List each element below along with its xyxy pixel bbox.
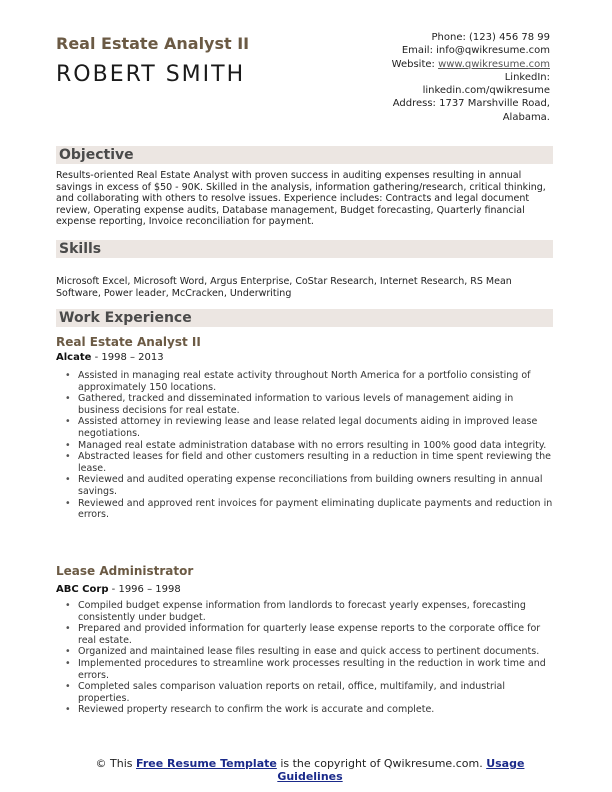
website — [300, 58, 550, 71]
skills-heading-bar — [56, 240, 553, 258]
job-title: Lease Administrator — [56, 564, 194, 578]
list-item: • Organized and maintained lease files resulting in ease and quick access to pertinent documents. — [56, 646, 556, 658]
usage-guidelines-link[interactable]: Usage Guidelines — [277, 757, 525, 783]
website-link[interactable]: www.qwikresume.com — [438, 58, 550, 70]
linkedin-label: LinkedIn: — [504, 71, 550, 83]
company-name: Alcate — [56, 352, 92, 363]
list-item: • Prepared and provided information for quarterly lease expense reports to the corporate office for real estate. — [56, 623, 556, 646]
email: Email: info@qwikresume.com — [401, 45, 550, 57]
website-label: Website: — [391, 58, 435, 70]
objective-heading-bar — [56, 146, 553, 164]
list-item: • Gathered, tracked and disseminated information to various levels of management aiding in business decisions for real estate. — [56, 393, 556, 416]
footer — [80, 757, 540, 783]
list-item: • Compiled budget expense information from landlords to forecast yearly expenses, forecasting consistently under budget. — [56, 600, 556, 623]
job-title: Real Estate Analyst II — [56, 335, 201, 349]
footer-middle: is the copyright of Qwikresume.com. — [276, 757, 487, 770]
candidate-name: ROBERT SMITH — [56, 62, 246, 87]
job-company-line — [56, 584, 181, 595]
list-item: • Managed real estate administration database with no errors resulting in 100% good data integrity. — [56, 440, 556, 452]
job-company-line — [56, 352, 164, 363]
job-dates: - 1996 – 1998 — [108, 584, 181, 595]
list-item: • Abstracted leases for field and other customers resulting in a reduction in time spent reviewing the lease. — [56, 451, 556, 474]
experience-heading: Work Experience — [59, 310, 192, 326]
resume-title: Real Estate Analyst II — [56, 34, 250, 53]
address-line2: Alabama. — [502, 111, 550, 123]
list-item: • Completed sales comparison valuation reports on retail, office, multifamily, and industrial properties. — [56, 681, 556, 704]
skills-heading: Skills — [59, 241, 102, 257]
company-name: ABC Corp — [56, 584, 109, 595]
list-item: • Reviewed and approved rent invoices for payment eliminating duplicate payments and reduction in errors. — [56, 498, 556, 521]
phone: Phone: (123) 456 78 99 — [431, 32, 550, 43]
objective-heading: Objective — [59, 147, 134, 163]
experience-heading-bar — [56, 309, 553, 327]
linkedin-value: linkedin.com/qwikresume — [422, 85, 550, 97]
objective-text: Results-oriented Real Estate Analyst with proven success in auditing expenses resulting in annual savings in excess of $50 - 90K. Skilled in the analysis, information gathering/research, critical thinking, and collaborating with others to resolve issues. Experience includes: Contracts and legal document review, Operating expense audits, Database management, Budget forecasting, Quarterly financial expense reporting, Invoice reconciliation for payment. — [56, 170, 546, 228]
list-item: • Reviewed and audited operating expense reconciliations from building owners resulting in annual savings. — [56, 474, 556, 497]
footer-prefix: © This — [95, 757, 137, 770]
job-bullets — [56, 370, 556, 521]
list-item: • Implemented procedures to streamline work processes resulting in the reduction in work time and errors. — [56, 658, 556, 681]
address-line1: Address: 1737 Marshville Road, — [392, 98, 550, 110]
job-bullets — [56, 600, 556, 716]
contact-block — [300, 31, 550, 124]
job-dates: - 1998 – 2013 — [91, 352, 164, 363]
free-resume-template-link[interactable]: Free Resume Template — [136, 757, 277, 770]
list-item: • Reviewed property research to confirm the work is accurate and complete. — [56, 704, 556, 716]
list-item: • Assisted in managing real estate activity throughout North America for a portfolio consisting of approximately 150 locations. — [56, 370, 556, 393]
skills-text: Microsoft Excel, Microsoft Word, Argus Enterprise, CoStar Research, Internet Research, RS Mean Software, Power leader, McCracken, Underwriting — [56, 276, 512, 299]
list-item: • Assisted attorney in reviewing lease and lease related legal documents aiding in improved lease negotiations. — [56, 416, 556, 439]
